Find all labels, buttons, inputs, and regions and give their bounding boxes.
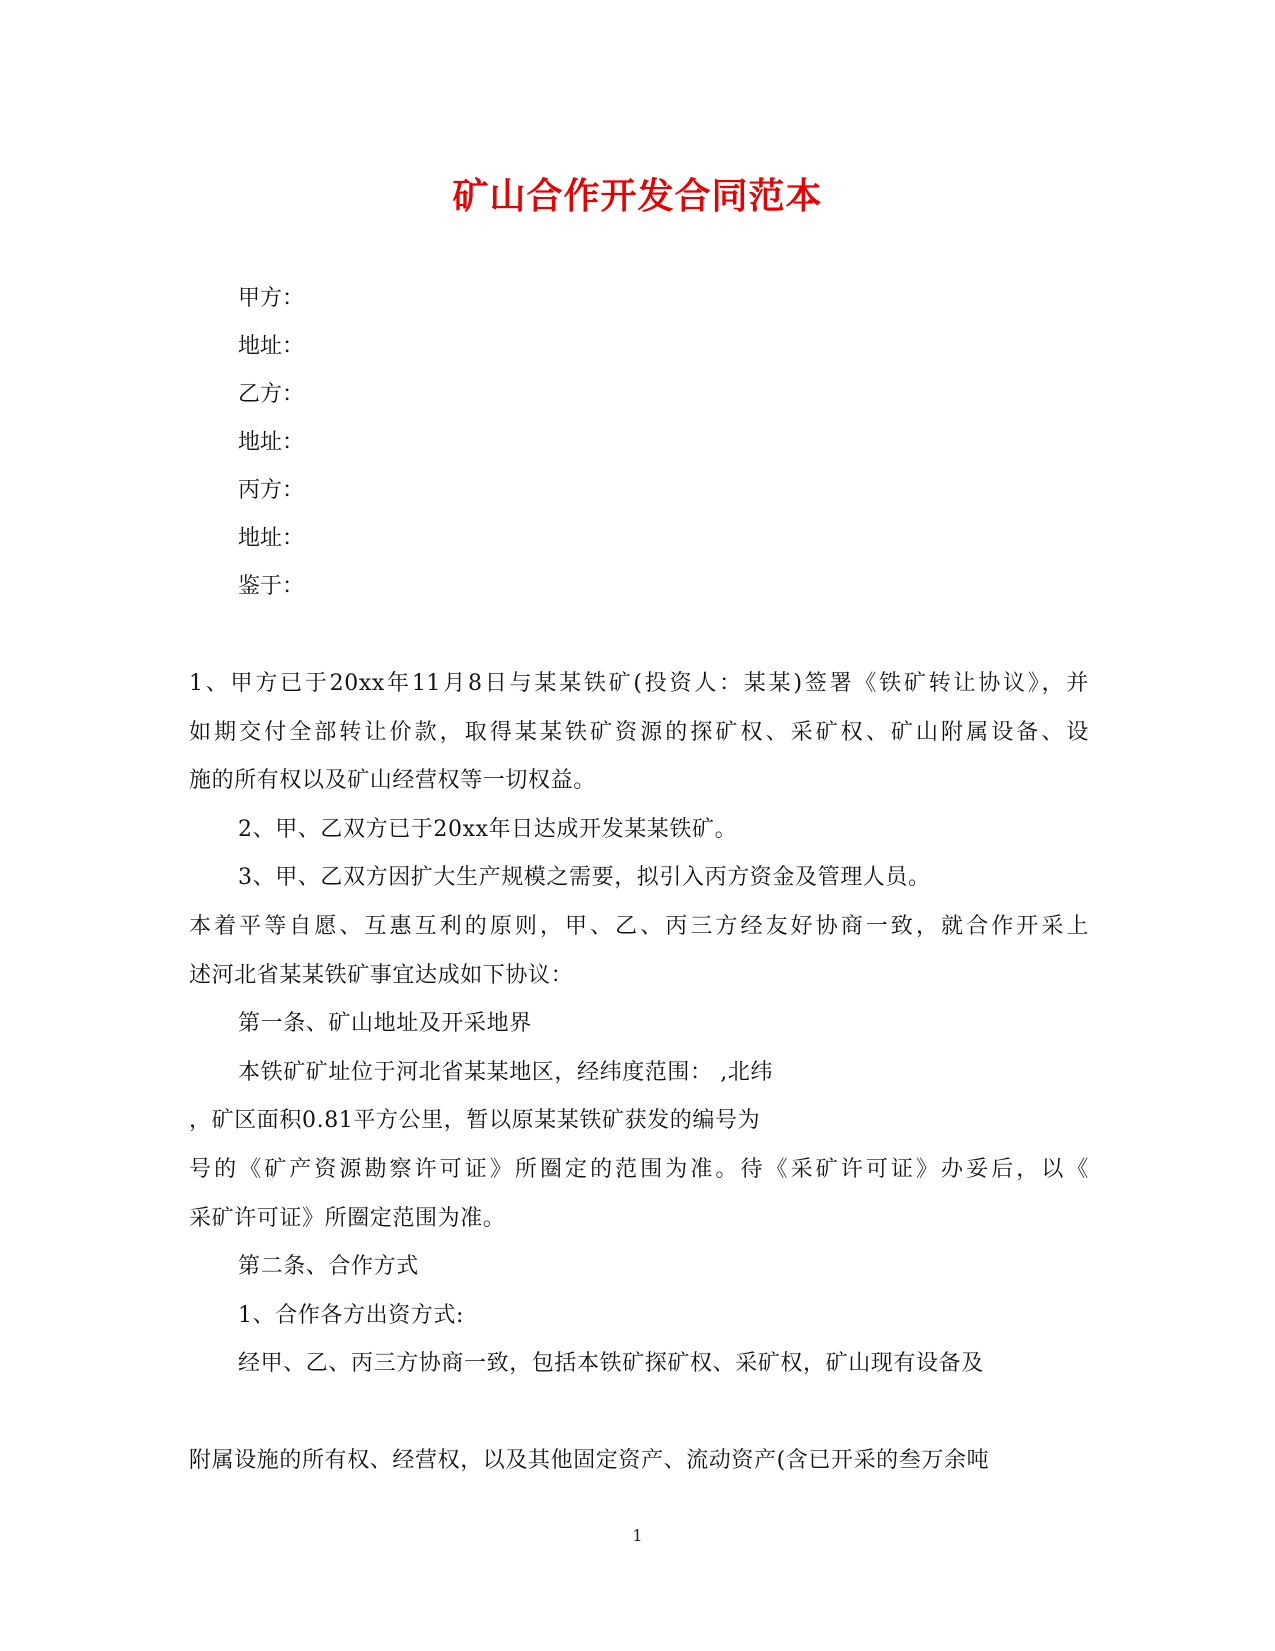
contract-body — [189, 666, 1089, 1492]
party-line-jianyu: 鉴于： — [238, 574, 305, 599]
body-line: 3、甲、乙双方因扩大生产规模之需要，拟引入丙方资金及管理人员。 — [238, 865, 931, 891]
party-line-jia: 甲方： — [238, 286, 305, 311]
body-line: 第一条、矿山地址及开采地界 — [238, 1011, 532, 1037]
body-line: 号的《矿产资源勘察许可证》所圈定的范围为准。待《采矿许可证》办妥后，以《 — [189, 1156, 1089, 1182]
body-line: 如期交付全部转让价款，取得某某铁矿资源的探矿权、采矿权、矿山附属设备、设 — [189, 719, 1089, 745]
party-list — [238, 281, 738, 617]
body-line: 采矿许可证》所圈定范围为准。 — [189, 1205, 506, 1231]
body-line: 施的所有权以及矿山经营权等一切权益。 — [189, 768, 596, 794]
body-line: 本铁矿矿址位于河北省某某地区，经纬度范围： ,北纬 — [238, 1059, 773, 1085]
party-line-yi: 乙方： — [238, 382, 305, 407]
page-number: 1 — [632, 1526, 643, 1545]
body-line: 本着平等自愿、互惠互利的原则，甲、乙、丙三方经友好协商一致，就合作开采上 — [189, 913, 1089, 939]
body-gap — [189, 1395, 1089, 1443]
body-line: 1、甲方已于20xx年11月8日与某某铁矿(投资人：某某)签署《铁矿转让协议》，并 — [189, 671, 1089, 696]
party-line-address-2: 地址： — [238, 430, 305, 455]
party-line-bing: 丙方： — [238, 478, 305, 503]
document-title: 矿山合作开发合同范本 — [452, 175, 823, 217]
body-line: 附属设施的所有权、经营权，以及其他固定资产、流动资产(含已开采的叁万余吨 — [189, 1447, 990, 1473]
body-line: 1、合作各方出资方式: — [238, 1302, 465, 1328]
body-line: ，矿区面积0.81平方公里，暂以原某某铁矿获发的编号为 — [189, 1108, 761, 1134]
party-line-address-1: 地址： — [238, 334, 305, 359]
body-line: 第二条、合作方式 — [238, 1254, 419, 1280]
party-line-address-3: 地址： — [238, 526, 305, 551]
body-line: 2、甲、乙双方已于20xx年日达成开发某某铁矿。 — [238, 816, 738, 842]
body-line: 经甲、乙、丙三方协商一致，包括本铁矿探矿权、采矿权，矿山现有设备及 — [238, 1351, 984, 1377]
body-line: 述河北省某某铁矿事宜达成如下协议： — [189, 962, 574, 988]
